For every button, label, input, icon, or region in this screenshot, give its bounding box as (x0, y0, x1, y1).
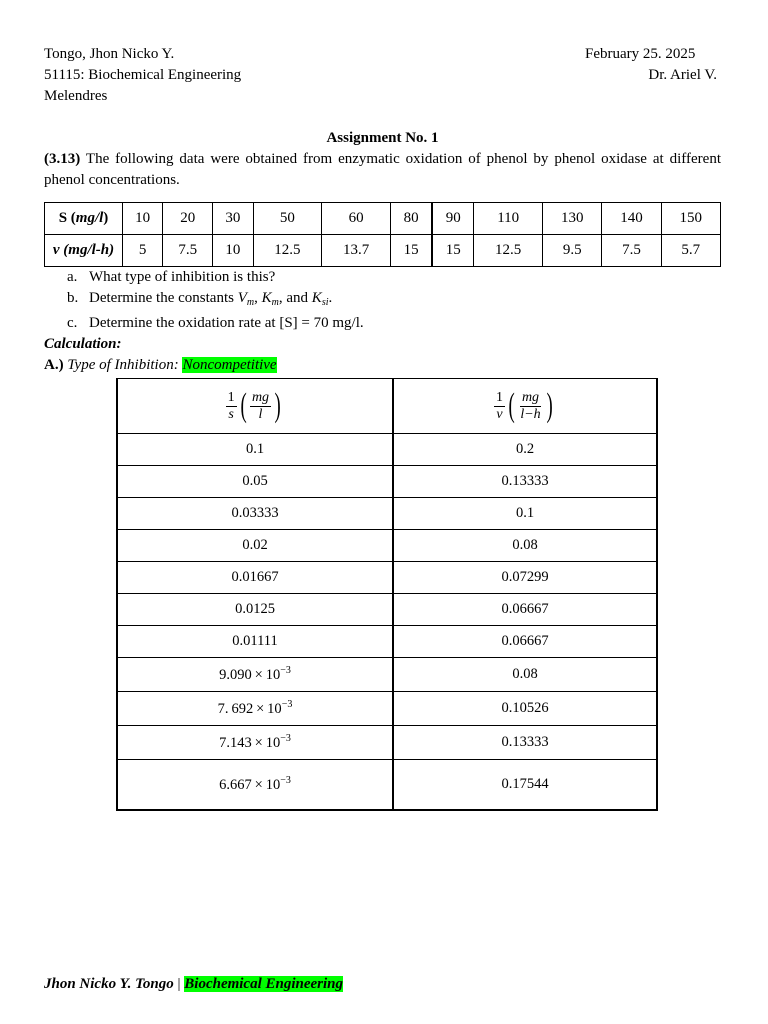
kinetics-data-table (44, 202, 721, 267)
inhibition-type-answer: Noncompetitive (182, 357, 277, 373)
inverse-s-cell: 0.0125 (117, 594, 393, 626)
substrate-cell: 60 (322, 203, 391, 235)
inverse-s-header: 1 s ( mg l ) (117, 379, 393, 434)
substrate-cell: 80 (391, 203, 433, 235)
lineweaver-burk-table (116, 378, 658, 811)
substrate-cell: 110 (474, 203, 543, 235)
rate-cell: 7.5 (602, 235, 661, 267)
inverse-s-cell: $6.667 \times 10^{-3}$ (117, 760, 393, 811)
substrate-row (45, 203, 721, 235)
substrate-cell: 30 (213, 203, 253, 235)
rate-row (45, 235, 721, 267)
substrate-cell: 10 (123, 203, 163, 235)
substrate-cell: 90 (432, 203, 474, 235)
instructor-name: Dr. Ariel V. (648, 67, 717, 83)
inverse-s-cell: $7.143 \times 10^{-3}$ (117, 726, 393, 760)
inverse-v-cell: 0.06667 (393, 626, 657, 658)
inverse-s-cell: 0.05 (117, 466, 393, 498)
substrate-cell: 20 (163, 203, 213, 235)
inverse-v-cell: 0.2 (393, 434, 657, 466)
inverse-s-cell: 0.01667 (117, 562, 393, 594)
rate-cell: 12.5 (474, 235, 543, 267)
inverse-v-cell: 0.13333 (393, 726, 657, 760)
rate-row-header: v (mg/l-h) (45, 235, 123, 267)
question-list (44, 267, 721, 334)
instructor-surname: Melendres (44, 88, 108, 104)
substrate-cell: 140 (602, 203, 661, 235)
header-left-block (44, 44, 241, 107)
question-b: b. Determine the constants $V_m$, $K_m$, and $K_{si}$. (67, 290, 333, 308)
table-row (117, 626, 657, 658)
problem-statement (44, 149, 721, 191)
rate-cell: 7.5 (163, 235, 213, 267)
table-row (117, 594, 657, 626)
inverse-v-cell: 0.17544 (393, 760, 657, 811)
table-row (117, 562, 657, 594)
inverse-s-cell: 7. $692 \times 10^{-3}$ (117, 692, 393, 726)
recip-table-header (117, 379, 657, 434)
substrate-row-header: S (mg/l) (45, 203, 123, 235)
substrate-cell: 150 (661, 203, 720, 235)
inverse-v-cell: 0.08 (393, 658, 657, 692)
question-a: a. What type of inhibition is this? (67, 269, 276, 285)
page-footer (44, 975, 343, 993)
table-row (117, 760, 657, 811)
footer-author: Jhon Nicko Y. Tongo (44, 976, 174, 992)
table-row (117, 434, 657, 466)
inhibition-type-line: A.) Type of Inhibition: Noncompetitive (44, 357, 277, 373)
calculation-heading: Calculation: (44, 336, 122, 352)
table-row (117, 726, 657, 760)
footer-separator: | (173, 976, 185, 992)
rate-cell: 15 (391, 235, 433, 267)
rate-cell: 5 (123, 235, 163, 267)
substrate-cell: 130 (543, 203, 602, 235)
substrate-cell: 50 (253, 203, 322, 235)
document-page (44, 44, 721, 811)
rate-cell: 5.7 (661, 235, 720, 267)
inverse-v-cell: 0.10526 (393, 692, 657, 726)
course-title: 51115: Biochemical Engineering (44, 67, 242, 83)
table-row (117, 658, 657, 692)
document-header (44, 44, 721, 110)
inverse-v-cell: 0.06667 (393, 594, 657, 626)
question-c: c. Determine the oxidation rate at [S] = 70 mg/l. (67, 315, 364, 331)
student-name: Tongo, Jhon Nicko Y. (44, 46, 175, 62)
inverse-v-cell: 0.08 (393, 530, 657, 562)
inverse-s-cell: 0.1 (117, 434, 393, 466)
rate-cell: 12.5 (253, 235, 322, 267)
rate-cell: 13.7 (322, 235, 391, 267)
problem-number: (3.13) (44, 151, 81, 167)
assignment-title: Assignment No. 1 (326, 130, 439, 146)
inverse-v-cell: 0.1 (393, 498, 657, 530)
inverse-v-cell: 0.07299 (393, 562, 657, 594)
inverse-s-cell: 0.01111 (117, 626, 393, 658)
rate-cell: 15 (432, 235, 474, 267)
submission-date: February 25. 2025 (585, 46, 696, 62)
table-row (117, 530, 657, 562)
table-row (117, 498, 657, 530)
rate-cell: 10 (213, 235, 253, 267)
table-row (117, 692, 657, 726)
table-row (117, 466, 657, 498)
rate-cell: 9.5 (543, 235, 602, 267)
inverse-s-cell: 0.02 (117, 530, 393, 562)
inverse-s-cell: $9.090 \times 10^{-3}$ (117, 658, 393, 692)
inverse-v-cell: 0.13333 (393, 466, 657, 498)
inverse-v-header: 1 v ( mg l−h ) (393, 379, 657, 434)
footer-course: Biochemical Engineering (184, 976, 344, 992)
inverse-s-cell: 0.03333 (117, 498, 393, 530)
problem-text: The following data were obtained from enzymatic oxidation of phenol by phenol oxidase at different phenol concentrations. (44, 151, 721, 188)
